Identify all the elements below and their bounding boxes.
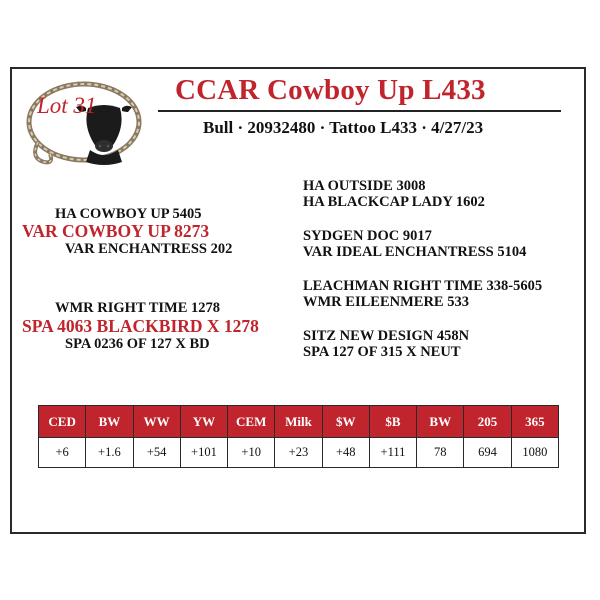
epd-value-ced: +6: [39, 438, 86, 468]
ancestor: HA OUTSIDE 3008: [303, 178, 426, 194]
epd-value-cem: +10: [228, 438, 275, 468]
epd-value-milk: +23: [275, 438, 322, 468]
epd-value-row: [39, 438, 559, 468]
epd-value-ww: +54: [133, 438, 180, 468]
epd-header-milk: Milk: [275, 406, 322, 438]
epd-value-birth-weight: 78: [417, 438, 464, 468]
page-title: CCAR Cowboy Up L433: [175, 74, 486, 106]
epd-value-205: 694: [464, 438, 511, 468]
epd-header-ww: WW: [133, 406, 180, 438]
epd-header-w-index: $W: [322, 406, 369, 438]
epd-header-row: [39, 406, 559, 438]
title-divider: [158, 110, 561, 112]
sire: VAR COWBOY UP 8273: [22, 221, 210, 241]
epd-header-birth-weight: BW: [417, 406, 464, 438]
animal-details: Bull · 20932480 · Tattoo L433 · 4/27/23: [203, 118, 484, 137]
epd-value-365: 1080: [511, 438, 558, 468]
epd-header-205: 205: [464, 406, 511, 438]
epd-value-bw: +1.6: [86, 438, 133, 468]
ancestor: HA BLACKCAP LADY 1602: [303, 194, 485, 210]
ancestor: SPA 127 OF 315 X NEUT: [303, 344, 461, 360]
lot-label: Lot 31: [37, 93, 97, 118]
rope-oval-icon: [24, 78, 154, 170]
dam: SPA 4063 BLACKBIRD X 1278: [22, 316, 259, 336]
dam-sire: WMR RIGHT TIME 1278: [55, 300, 221, 316]
ancestor: VAR IDEAL ENCHANTRESS 5104: [303, 244, 527, 260]
ancestor: SYDGEN DOC 9017: [303, 228, 432, 244]
epd-table: [38, 405, 559, 468]
ancestor: WMR EILEENMERE 533: [303, 294, 469, 310]
epd-header-yw: YW: [180, 406, 227, 438]
epd-value-w-index: +48: [322, 438, 369, 468]
epd-header-365: 365: [511, 406, 558, 438]
lot-logo: [24, 78, 154, 170]
epd-header-cem: CEM: [228, 406, 275, 438]
epd-value-yw: +101: [180, 438, 227, 468]
sire-sire: HA COWBOY UP 5405: [55, 206, 202, 222]
ancestor: LEACHMAN RIGHT TIME 338-5605: [303, 278, 543, 294]
sire-dam: VAR ENCHANTRESS 202: [65, 241, 233, 257]
epd-header-b-index: $B: [369, 406, 416, 438]
dam-dam: SPA 0236 OF 127 X BD: [65, 336, 210, 352]
epd-value-b-index: +111: [369, 438, 416, 468]
ancestor: SITZ NEW DESIGN 458N: [303, 328, 470, 344]
epd-header-ced: CED: [39, 406, 86, 438]
epd-header-bw: BW: [86, 406, 133, 438]
